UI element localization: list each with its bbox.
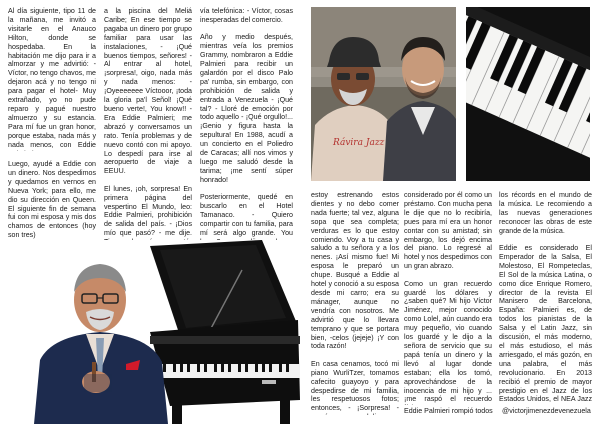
piano-keys-icon [466,7,590,181]
paragraph: Eddie es considerado El Emperador de la Salsa, El Molestoso, El Rompeteclas, El Sol de la música Latina, o como dice Enrique Romero, director de la revista El Manisero de Barcelona, España: Palmieri es, de todos los pianistas de la Salsa y el Latin Jazz, sin discusión, el más moderno, el más estudioso, el más arriesgado, el más gozón, en una palabra, el más revolucionario. En 2013 recibió el premio de mayor prestigio en el Jazz de los Estados Unidos, el NEA Jazz [499,244,592,404]
footer-continuation-text: Eddie Palmieri rompió todos [404,407,493,415]
paragraph: Luego, ayudé a Eddie con un dinero. Nos despedimos y quedamos en vernos en Nueva York; para ello, me dio su dirección en Queen. El siguiente fin de semana fui con mi esposa y mis dos chamos de entonces (hoy son tres) [8,160,96,240]
shirt-logo-text: Rávira Jazz [333,138,385,148]
paragraph: vía telefónica: - Víctor, cosas inesperadas del comercio. [200,7,293,24]
paragraph: a la piscina del Meliá Caribe; En ese tiempo se pagaba un dinero por grupo familiar para usar las instalaciones, - ¡Qué buenos tiempos, señores! - Al entrar al hotel, ¡sorpresa!, oigo, nada más y nada menos: - ¡Oyeeeeeee Víctooor, ¡toda la gloria pa'l Señol! ¡Qué bueno verte!, You know!! - Era Eddie Palmieri; me abrazó y conversamos un rato. Tenía problemas y de nuevo contó con mi apoyo. Lo despedí para irse al aeropuerto de viaje a EEUU. [104,7,192,176]
right-col3-text [499,191,592,405]
portrait-photo-icon [0,240,300,424]
right-page [300,0,600,424]
left-col1-bottom-text [8,160,96,244]
right-col1-text [311,191,399,415]
paragraph: Año y medio después, mientras veía los premios Grammy, nombraron a Eddie Palmieri para recibir un galardón por el disco Palo pa' rumba, sin embargo, con prohibición de salida y entrada a Venezuela - ¡Qué tal? - Lloré de emoción por todo aquello - ¡Qué orgullo!... ¡Genio y figura hasta la sepultura! En 1988, acudí a un concierto en el Poliedro de Caracas; allí nos vimos y luego me saludó desde la tarima; ¡me sentí súper honrado! [200,33,293,184]
paragraph: estoy estrenando estos dientes y no debo comer nada fuerte; tal vez, alguna sopa que sea completa; verduras es lo que estoy comiendo. Voy a tu casa y saludo a tu señora y a los nenes. ¡Así mismo fue! Mi esposa le preparó un chupe. Busqué a Eddie al hotel y conoció a su esposa desde mi carro; era su mánager, aunque no vendría con nosotros. Me advirtió que lo llevara temprano y que se portara bien, -celos (jejeje) ¡Y con toda razón! [311,191,399,351]
friends-photo [311,7,456,181]
left-col2-text [104,7,192,243]
footer-social-handle[interactable]: @victorjimenezdevenezuela [502,407,591,415]
paragraph: Al día siguiente, tipo 11 de la mañana, me invitó a visitarle en el Anauco Hilton, donde se hospedaba. En la habitación me dijo para ir a almorzar y me advirtió: - Víctor, no tengo chavos, me dejaron acá y no tengo ni para pagar el hotel- Muy extrañado, yo no pude reparo y pagué nuestro almuerzo y su estancia. Para mí fue un gran honor, porque estaba, nada más y nada menos, con Eddie [8,7,96,149]
piano-keys-photo [466,7,590,181]
paragraph: En casa cenamos, tocó mi piano WurliTzer, tomamos cafecito guayoyo y para despedirse de mi familia, les respetuosos fotos; entonces, - ¡Sorpresa! - [311,359,399,413]
right-col2-text [404,191,492,405]
portrait-photo [0,240,300,424]
paragraph: Posteriormente, quedé en buscarlo en el Hotel Tamanaco. - Quiero compartir con tu familia, para mí será algo grande. You [200,193,293,237]
friends-photo-icon [311,7,456,181]
paragraph: El lunes, ¡oh, sorpresa! En primera página del vespertino El Mundo, leo: Eddie Palmieri, prohibición de salida del país. - ¡Dios mío que pasó? - me dije. [104,184,192,238]
paragraph: Como un gran recuerdo guardé los dólares y ¿saben qué? Mi hijo Víctor Jiménez, mejor conocido como Lolel, aún cuando era muy pequeño, vio cuando los guardé y le dijo a la señora de servicio que su papá tenía un dinero y la llevó al lugar donde estaban; ella los tomó, aprovechándose de la inocencia de mi hijo y ... ¡me raspó el recuerdo [404,279,492,404]
left-col3-text [200,7,293,243]
left-col1-top-text [8,7,96,151]
paragraph: considerado por él como un préstamo. Con mucha pena le dije que no lo recibiría, pues para mí era un honor contar con su amistad; sin embargo, los dejó encima del piano. Lo regresé al hotel y nos despedimos con un gran abrazo. [404,191,492,271]
paragraph: los récords en el mundo de la música. Le recomiendo a las nuevas generaciones reconocer las obras de este grande de la música. [499,191,592,235]
